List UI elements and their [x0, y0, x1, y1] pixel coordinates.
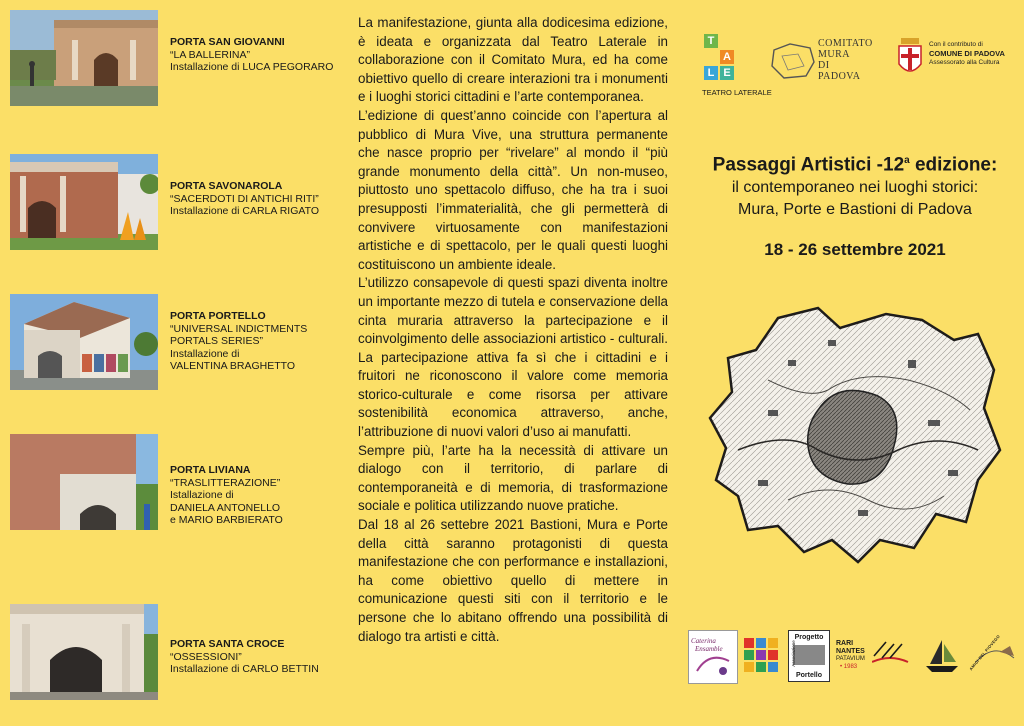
- photo-porta-portello: [10, 294, 158, 390]
- gate-work: “TRASLITTERAZIONE”: [170, 476, 281, 489]
- description-text: [358, 14, 668, 646]
- gate-portello: [10, 294, 310, 390]
- comitato-line-2: MURA: [818, 49, 851, 60]
- comitato-line-1: COMITATO: [818, 38, 873, 49]
- photo-porta-liviana: [10, 434, 158, 530]
- gate-work: “OSSESSIONI”: [170, 650, 242, 663]
- gate-artist-line-1: Istallazione di: [170, 489, 234, 501]
- caterina-line-1: Caterina: [691, 637, 716, 645]
- colored-blocks-logo: [744, 636, 778, 676]
- gate-work: “SACERDOTI DI ANTICHI RITI”: [170, 192, 319, 205]
- gate-name: PORTA LIVIANA: [170, 464, 251, 476]
- gate-work-line-1: “UNIVERSAL INDICTMENTS: [170, 322, 308, 335]
- gate-artist-line-1: Installazione di: [170, 347, 240, 360]
- event-subtitle-1: il contemporaneo nei luoghi storici:: [731, 179, 979, 197]
- rari-line-4: • 1983: [840, 664, 858, 670]
- paragraph-5: Dal 18 al 26 settebre 2021 Bastioni, Mura e Porte della città saranno protagonisti di questa manifestazione che con performance e installazioni, ha come obiettivo quello di mettere in comunicazione questi siti con il territorio e le persone che lo abitano offrendo una possibilità di dialogo tra artisti e città.: [358, 517, 668, 644]
- rari-nantes-logo: [836, 636, 912, 682]
- comune-small: Con il contributo di: [929, 41, 983, 48]
- comitato-line-4: PADOVA: [818, 71, 861, 82]
- gate-santa-croce: [10, 604, 319, 700]
- tale-caption: TEATRO LATERALE: [702, 88, 772, 97]
- rari-line-2: NANTES: [836, 648, 865, 655]
- paragraph-1: La manifestazione, giunta alla dodicesima edizione, è ideata e organizzata dal Teatro Laterale in collaborazione con il Comitato Mura, ed ha come obiettivo quello di creare interazioni tra i monumenti e i luoghi storici cittadini e l’arte contemporanea.: [358, 15, 668, 105]
- comitato-mura-logo: [770, 38, 880, 84]
- amici-label: AMICI DEL PIOVEGO: [968, 633, 1001, 672]
- tale-letter-t: T: [704, 34, 718, 48]
- event-subtitle-2: Mura, Porte e Bastioni di Padova: [738, 201, 972, 219]
- gate-info: [170, 638, 350, 676]
- photo-porta-san-giovanni: [10, 10, 158, 106]
- gate-artist: Installazione di LUCA PEGORARO: [170, 61, 334, 73]
- coat-of-arms-icon: [895, 36, 925, 80]
- gate-artist: Installazione di CARLO BETTIN: [170, 663, 319, 675]
- city-walls-icon: [770, 40, 816, 80]
- amici-piovego-logo: [970, 632, 1018, 678]
- gate-savonarola: [10, 154, 320, 250]
- title-sup: a: [904, 155, 910, 166]
- gate-artist-line-2: VALENTINA BRAGHETTO: [170, 360, 296, 372]
- rari-line-1: RARI: [836, 640, 854, 647]
- tale-letter-l: L: [704, 66, 718, 80]
- paragraph-2: L’edizione di quest’anno coincide con l’apertura al pubblico di Mura Vive, una struttura permanente che nasce proprio per “rivelare” al mondo il “più grande monumento della città”. Un non-museo, piuttosto uno spettacolo diffuso, che ha tra i suoi presupposti l’immaterialità, che gli permetterà di convivere virtuosamente con manifestazioni artistiche e di spettacolo, per le quali questi luoghi costituiscono un ambiente ideale.: [358, 107, 668, 272]
- gate-artist: Installazione di CARLA RIGATO: [170, 205, 320, 217]
- gate-info: [170, 310, 350, 373]
- title-end: edizione:: [909, 154, 998, 176]
- padova-walls-map: [708, 300, 1002, 570]
- teatro-laterale-logo: [700, 30, 772, 97]
- progetto-line-1: Progetto: [794, 634, 824, 641]
- photo-porta-savonarola: [10, 154, 158, 250]
- associazione-label: Associazione: [790, 640, 796, 667]
- event-headline: [690, 150, 1020, 260]
- progetto-portello-logo: [788, 630, 830, 682]
- photo-porta-santa-croce: [10, 604, 158, 700]
- caterina-line-2: Ensamble: [695, 645, 723, 653]
- tale-letter-a: A: [720, 50, 734, 64]
- blocks-icon: [744, 636, 778, 676]
- gate-info: [170, 36, 350, 74]
- progetto-line-2: Portello: [795, 672, 823, 679]
- rari-line-3: PATAVIUM: [836, 656, 865, 662]
- title-main: Passaggi Artistici -12: [712, 154, 905, 176]
- rowers-icon: [872, 636, 910, 670]
- paragraph-3: L’utilizzo consapevole di questi spazi diventa inoltre un importante mezzo di tutela e conservazione della cinta muraria attraverso la partecipazione e il coinvolgimento delle associazioni artistico - culturali. La partecipazione attiva fa sì che i cittadini e i fruitori ne riconoscono il valore come memoria storico-culturale e come risorsa per attivare sostenibilità economica attraverso, anche, l’attribuzione di nuovi valori d’uso ai manufatti.: [358, 275, 668, 440]
- gate-artist-line-2: DANIELA ANTONELLO: [170, 501, 281, 514]
- gate-info: [170, 180, 350, 218]
- photo-icon: [793, 645, 825, 665]
- gate-name: PORTA SAN GIOVANNI: [170, 36, 285, 48]
- gate-work: “LA BALLERINA”: [170, 48, 250, 61]
- gate-liviana: [10, 434, 310, 530]
- sail-icon: [922, 636, 962, 676]
- event-dates: 18 - 26 settembre 2021: [764, 240, 946, 260]
- gate-name: PORTA SANTA CROCE: [170, 638, 285, 650]
- comune-text: [929, 40, 1005, 67]
- comune-padova-logo: [895, 36, 1015, 86]
- tale-letter-e: E: [720, 66, 734, 80]
- gate-name: PORTA SAVONAROLA: [170, 180, 283, 192]
- partner-logos: [688, 630, 1018, 686]
- event-title: [690, 150, 1020, 176]
- comitato-line-3: DI: [818, 60, 830, 71]
- gate-name: PORTA PORTELLO: [170, 310, 266, 322]
- gate-artist-line-3: e MARIO BARBIERATO: [170, 514, 283, 526]
- gate-san-giovanni: [10, 10, 334, 106]
- organizer-logos: [700, 30, 1010, 100]
- comune-dept: Assessorato alla Cultura: [929, 59, 1000, 66]
- comune-name: COMUNE DI PADOVA: [929, 49, 1005, 58]
- boat-icon-logo: [922, 636, 962, 676]
- paragraph-4: Sempre più, l’arte ha la necessità di attivare un dialogo con il territorio, di parlare di contemporaneità e di memoria, di trasformazione sociale e politica utilizzando nuove pratiche.: [358, 442, 668, 514]
- caterina-ensamble-logo: [688, 630, 738, 684]
- comitato-text: [818, 38, 873, 82]
- gate-info: [170, 464, 350, 527]
- gate-work-line-2: PORTALS SERIES”: [170, 335, 263, 347]
